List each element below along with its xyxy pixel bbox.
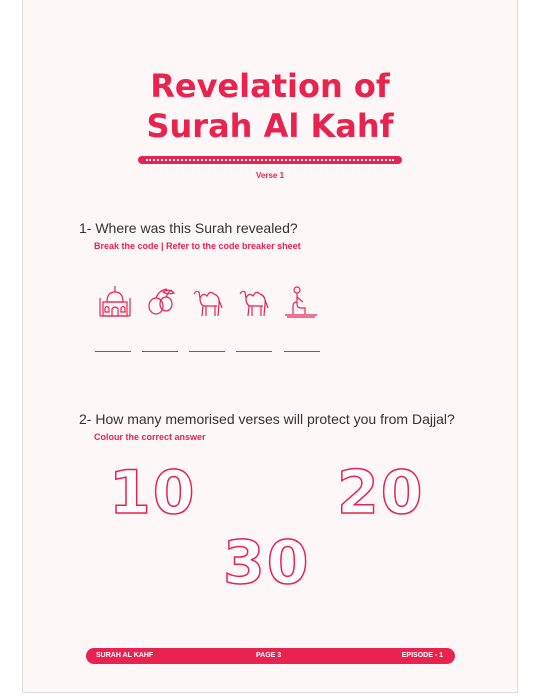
answer-blank[interactable] xyxy=(95,351,131,352)
answer-option-20[interactable]: 20 xyxy=(337,458,425,528)
answer-blank[interactable] xyxy=(236,351,272,352)
worksheet-page xyxy=(22,0,518,693)
camel-icon xyxy=(191,284,227,320)
dates-icon xyxy=(143,284,179,320)
footer-page-number: PAGE 3 xyxy=(256,652,282,659)
answer-blank[interactable] xyxy=(284,351,320,352)
question-2: 2- How many memorised verses will protect you from Dajjal? xyxy=(79,411,455,427)
answer-option-10[interactable]: 10 xyxy=(109,458,197,528)
question-1-instruction: Break the code | Refer to the code breaker sheet xyxy=(94,241,301,251)
footer-episode: EPISODE - 1 xyxy=(401,652,443,659)
page-title-line-2: Surah Al Kahf xyxy=(146,107,394,145)
answer-option-30[interactable]: 30 xyxy=(223,528,311,598)
camel-icon xyxy=(237,284,273,320)
answer-blank[interactable] xyxy=(142,351,178,352)
page-footer xyxy=(86,648,455,664)
answer-blank[interactable] xyxy=(189,351,225,352)
page-title-line-1: Revelation of xyxy=(150,67,390,105)
mosque-icon xyxy=(97,284,133,320)
title-divider xyxy=(138,156,402,164)
question-1: 1- Where was this Surah revealed? xyxy=(79,220,298,236)
question-2-instruction: Colour the correct answer xyxy=(94,432,206,442)
verse-label: Verse 1 xyxy=(255,171,285,180)
footer-series-name: SURAH AL KAHF xyxy=(96,652,154,659)
praying-man-icon xyxy=(283,284,319,320)
